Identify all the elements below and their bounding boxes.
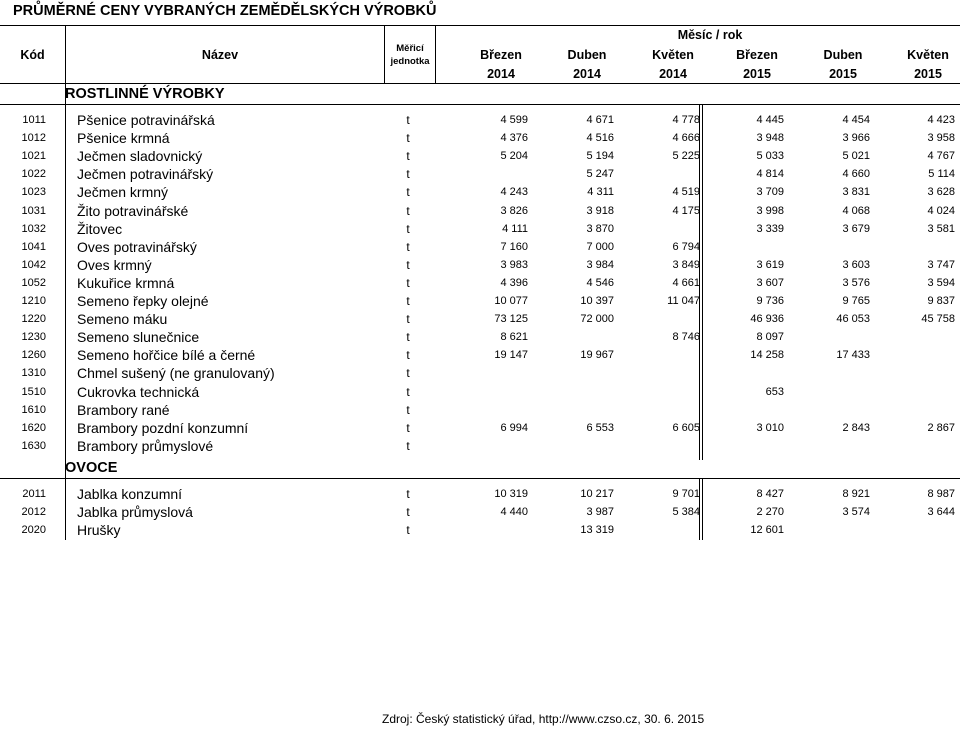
- row-unit: t: [406, 185, 410, 200]
- price-cell: 8 921: [842, 488, 870, 500]
- row-name: Pšenice potravinářská: [77, 112, 215, 128]
- price-cell: 4 661: [672, 276, 700, 289]
- row-unit: t: [406, 167, 410, 182]
- table-row: [0, 147, 960, 165]
- price-cell: 13 319: [580, 524, 614, 537]
- price-cell: 5 033: [756, 150, 784, 163]
- row-code: 1041: [21, 240, 46, 253]
- price-cell: 19 967: [580, 349, 614, 362]
- column-divider: [435, 25, 436, 84]
- header-unit-line2: jednotka: [390, 56, 430, 67]
- price-cell: 5 247: [586, 168, 614, 181]
- price-cell: 9 701: [672, 488, 700, 500]
- price-cell: 12 601: [750, 524, 784, 537]
- price-cell: 46 936: [750, 313, 784, 326]
- price-cell: 4 445: [756, 114, 784, 126]
- header-period: Měsíc / rok: [677, 28, 743, 42]
- row-name: Chmel sušený (ne granulovaný): [77, 365, 275, 382]
- header-year: 2014: [487, 67, 515, 81]
- row-unit: t: [406, 294, 410, 308]
- price-cell: 4 396: [500, 276, 528, 289]
- header-month: Březen: [736, 48, 778, 62]
- price-cell: 4 311: [587, 186, 614, 199]
- row-unit: t: [406, 312, 410, 327]
- price-cell: 4 599: [500, 114, 528, 126]
- row-code: 1012: [21, 132, 46, 145]
- row-code: 1042: [21, 258, 46, 271]
- row-name: Žitovec: [77, 220, 123, 237]
- column-divider: [384, 25, 385, 84]
- row-name: Oves potravinářský: [77, 238, 197, 255]
- header-name: Název: [201, 48, 239, 62]
- price-cell: 4 516: [586, 132, 614, 145]
- row-code: 1032: [21, 222, 46, 235]
- price-cell: 3 679: [842, 222, 870, 235]
- row-unit: t: [406, 330, 410, 345]
- table-row: [0, 274, 960, 292]
- price-cell: 5 114: [928, 168, 955, 181]
- row-code: 1260: [21, 349, 46, 362]
- price-cell: 8 097: [756, 331, 784, 344]
- price-cell: 6 794: [672, 240, 700, 253]
- header-year: 2015: [914, 67, 942, 81]
- row-unit: t: [406, 221, 410, 236]
- price-cell: 4 454: [842, 114, 870, 126]
- price-cell: 2 867: [927, 421, 955, 434]
- price-cell: 72 000: [580, 313, 614, 326]
- price-cell: 3 998: [756, 204, 784, 217]
- table-row: [0, 401, 960, 419]
- price-cell: 5 204: [500, 150, 528, 163]
- price-cell: 10 397: [580, 295, 614, 307]
- price-cell: 9 736: [756, 295, 784, 307]
- price-cell: 10 077: [494, 295, 528, 307]
- price-cell: 9 837: [927, 295, 955, 307]
- header-line-top: [0, 25, 960, 26]
- price-cell: 17 433: [836, 349, 870, 362]
- header-unit-line1: Měřicí: [396, 43, 424, 54]
- price-cell: 4 376: [500, 132, 528, 145]
- price-cell: 4 546: [586, 276, 614, 289]
- row-code: 2011: [22, 488, 46, 500]
- row-name: Semeno slunečnice: [77, 329, 200, 346]
- price-cell: 3 339: [756, 222, 784, 235]
- price-cell: 3 619: [756, 258, 784, 271]
- row-name: Cukrovka technická: [77, 383, 200, 400]
- row-code: 1023: [21, 186, 46, 199]
- table-row: [0, 346, 960, 364]
- price-cell: 4 243: [500, 186, 528, 199]
- price-cell: 3 849: [672, 258, 700, 271]
- price-cell: 8 427: [756, 488, 784, 500]
- table-row: [0, 165, 960, 183]
- price-cell: 6 553: [586, 421, 614, 434]
- row-code: 1510: [21, 385, 46, 398]
- table-row: [0, 220, 960, 238]
- row-code: 1220: [21, 313, 46, 326]
- row-unit: t: [406, 348, 410, 363]
- price-cell: 7 000: [586, 240, 614, 253]
- header-year: 2015: [743, 67, 771, 81]
- row-unit: t: [406, 505, 410, 520]
- price-cell: 5 225: [672, 150, 700, 163]
- row-unit: t: [406, 366, 410, 381]
- price-cell: 3 747: [927, 258, 955, 271]
- row-code: 1210: [21, 295, 46, 307]
- price-cell: 3 958: [927, 132, 955, 145]
- header-month: Květen: [652, 48, 694, 62]
- section-line-1: [0, 104, 960, 105]
- row-code: 1031: [21, 204, 46, 217]
- price-cell: 3 826: [500, 204, 528, 217]
- price-cell: 4 767: [927, 150, 955, 163]
- price-cell: 4 666: [672, 132, 700, 145]
- header-month: Duben: [823, 48, 863, 62]
- row-unit: t: [406, 203, 410, 218]
- table-row: [0, 383, 960, 401]
- row-name: Semeno hořčice bílé a černé: [77, 347, 256, 364]
- row-name: Brambory rané: [77, 401, 170, 418]
- table-row: [0, 503, 960, 521]
- row-unit: t: [406, 149, 410, 164]
- table-row: [0, 310, 960, 328]
- price-cell: 3 607: [756, 276, 784, 289]
- year-divider: [699, 478, 703, 540]
- row-unit: t: [406, 438, 410, 453]
- row-code: 1022: [21, 168, 46, 181]
- source-footer: Zdroj: Český statistický úřad, http://www.czso.cz, 30. 6. 2015: [382, 712, 705, 726]
- price-cell: 2 270: [756, 506, 784, 519]
- price-cell: 3 603: [842, 258, 870, 271]
- price-cell: 73 125: [494, 313, 528, 326]
- section-ovoce-label: OVOCE: [65, 460, 118, 476]
- row-code: 1610: [21, 403, 46, 416]
- header-line-bottom: [0, 83, 960, 84]
- table-row: [0, 183, 960, 201]
- row-unit: t: [406, 402, 410, 417]
- table-row: [0, 485, 960, 503]
- row-name: Brambory pozdní konzumní: [77, 419, 249, 436]
- row-name: Jablka konzumní: [77, 486, 183, 502]
- row-code: 1310: [21, 367, 46, 380]
- row-code: 1230: [21, 331, 46, 344]
- row-code: 2020: [21, 524, 46, 537]
- price-cell: 11 047: [667, 295, 700, 307]
- column-divider: [65, 25, 66, 540]
- price-cell: 46 053: [836, 313, 870, 326]
- price-cell: 4 440: [500, 506, 528, 519]
- price-cell: 5 021: [842, 150, 870, 163]
- price-cell: 6 605: [672, 421, 700, 434]
- row-name: Ječmen krmný: [77, 184, 169, 201]
- price-cell: 14 258: [750, 349, 784, 362]
- row-code: 2012: [21, 506, 46, 519]
- price-cell: 8 746: [672, 331, 700, 344]
- price-cell: 3 644: [927, 506, 955, 519]
- price-cell: 8 987: [927, 488, 955, 500]
- price-cell: 3 576: [842, 276, 870, 289]
- header-month: Květen: [907, 48, 949, 62]
- row-code: 1011: [22, 114, 46, 126]
- report-title: PRŮMĚRNÉ CENY VYBRANÝCH ZEMĚDĚLSKÝCH VÝROBKŮ: [13, 3, 437, 19]
- row-unit: t: [406, 487, 410, 501]
- row-name: Žito potravinářské: [77, 202, 189, 219]
- row-name: Pšenice krmná: [77, 130, 170, 147]
- row-name: Semeno máku: [77, 311, 168, 328]
- table-row: [0, 364, 960, 382]
- price-cell: 2 843: [842, 421, 870, 434]
- header-code: Kód: [20, 48, 45, 62]
- price-cell: 5 384: [672, 506, 700, 519]
- price-cell: 653: [765, 385, 784, 398]
- row-name: Kukuřice krmná: [77, 274, 175, 291]
- row-name: Semeno řepky olejné: [77, 293, 209, 309]
- price-cell: 3 831: [842, 186, 870, 199]
- row-unit: t: [406, 523, 410, 538]
- row-unit: t: [406, 113, 410, 127]
- section-line-2: [0, 478, 960, 479]
- row-unit: t: [406, 420, 410, 435]
- row-code: 1630: [21, 439, 46, 452]
- price-cell: 3 948: [756, 132, 784, 145]
- price-cell: 4 423: [927, 114, 955, 126]
- price-cell: 4 660: [842, 168, 870, 181]
- row-unit: t: [406, 239, 410, 254]
- row-name: Ječmen potravinářský: [77, 166, 214, 183]
- price-cell: 5 194: [586, 150, 614, 163]
- table-row: [0, 202, 960, 220]
- table-row: [0, 419, 960, 437]
- price-cell: 4 068: [842, 204, 870, 217]
- row-name: Ječmen sladovnický: [77, 148, 203, 165]
- price-cell: 6 994: [500, 421, 528, 434]
- price-cell: 10 319: [494, 488, 528, 500]
- price-cell: 4 671: [586, 114, 614, 126]
- row-unit: t: [406, 257, 410, 272]
- table-row: [0, 238, 960, 256]
- table-row: [0, 129, 960, 147]
- header-year: 2014: [659, 67, 687, 81]
- price-cell: 3 870: [586, 222, 614, 235]
- table-row: [0, 437, 960, 455]
- price-cell: 19 147: [494, 349, 528, 362]
- row-unit: t: [406, 275, 410, 290]
- price-cell: 4 519: [672, 186, 700, 199]
- price-cell: 3 574: [842, 506, 870, 519]
- price-cell: 3 983: [500, 258, 528, 271]
- price-cell: 8 621: [500, 331, 528, 344]
- row-name: Jablka průmyslová: [77, 504, 193, 521]
- price-cell: 9 765: [842, 295, 870, 307]
- price-cell: 3 010: [756, 421, 784, 434]
- price-cell: 3 709: [756, 186, 784, 199]
- row-name: Hrušky: [77, 522, 121, 539]
- price-cell: 3 918: [586, 204, 614, 217]
- price-cell: 4 778: [672, 114, 700, 126]
- row-code: 1620: [21, 421, 46, 434]
- price-cell: 45 758: [921, 313, 955, 326]
- table-row: [0, 521, 960, 539]
- row-code: 1052: [21, 276, 46, 289]
- table-row: [0, 111, 960, 129]
- table-row: [0, 256, 960, 274]
- table-row: [0, 292, 960, 310]
- price-cell: 7 160: [500, 240, 528, 253]
- row-name: Brambory průmyslové: [77, 437, 214, 454]
- header-month: Duben: [567, 48, 607, 62]
- header-year: 2014: [573, 67, 601, 81]
- price-cell: 3 594: [927, 276, 955, 289]
- price-cell: 4 814: [756, 168, 784, 181]
- header-month: Březen: [480, 48, 522, 62]
- price-cell: 3 581: [927, 222, 955, 235]
- year-divider: [699, 104, 703, 460]
- price-cell: 3 987: [586, 506, 614, 519]
- price-cell: 4 024: [927, 204, 955, 217]
- price-cell: 4 175: [672, 204, 700, 217]
- row-unit: t: [406, 384, 410, 399]
- section-rostlinne-label: ROSTLINNÉ VÝROBKY: [65, 86, 225, 102]
- price-cell: 3 628: [927, 186, 955, 199]
- price-cell: 3 984: [586, 258, 614, 271]
- row-code: 1021: [21, 150, 46, 163]
- price-cell: 10 217: [580, 488, 614, 500]
- row-unit: t: [406, 131, 410, 146]
- row-name: Oves krmný: [77, 256, 152, 273]
- table-row: [0, 328, 960, 346]
- price-cell: 3 966: [842, 132, 870, 145]
- price-cell: 4 111: [502, 222, 528, 235]
- header-year: 2015: [829, 67, 857, 81]
